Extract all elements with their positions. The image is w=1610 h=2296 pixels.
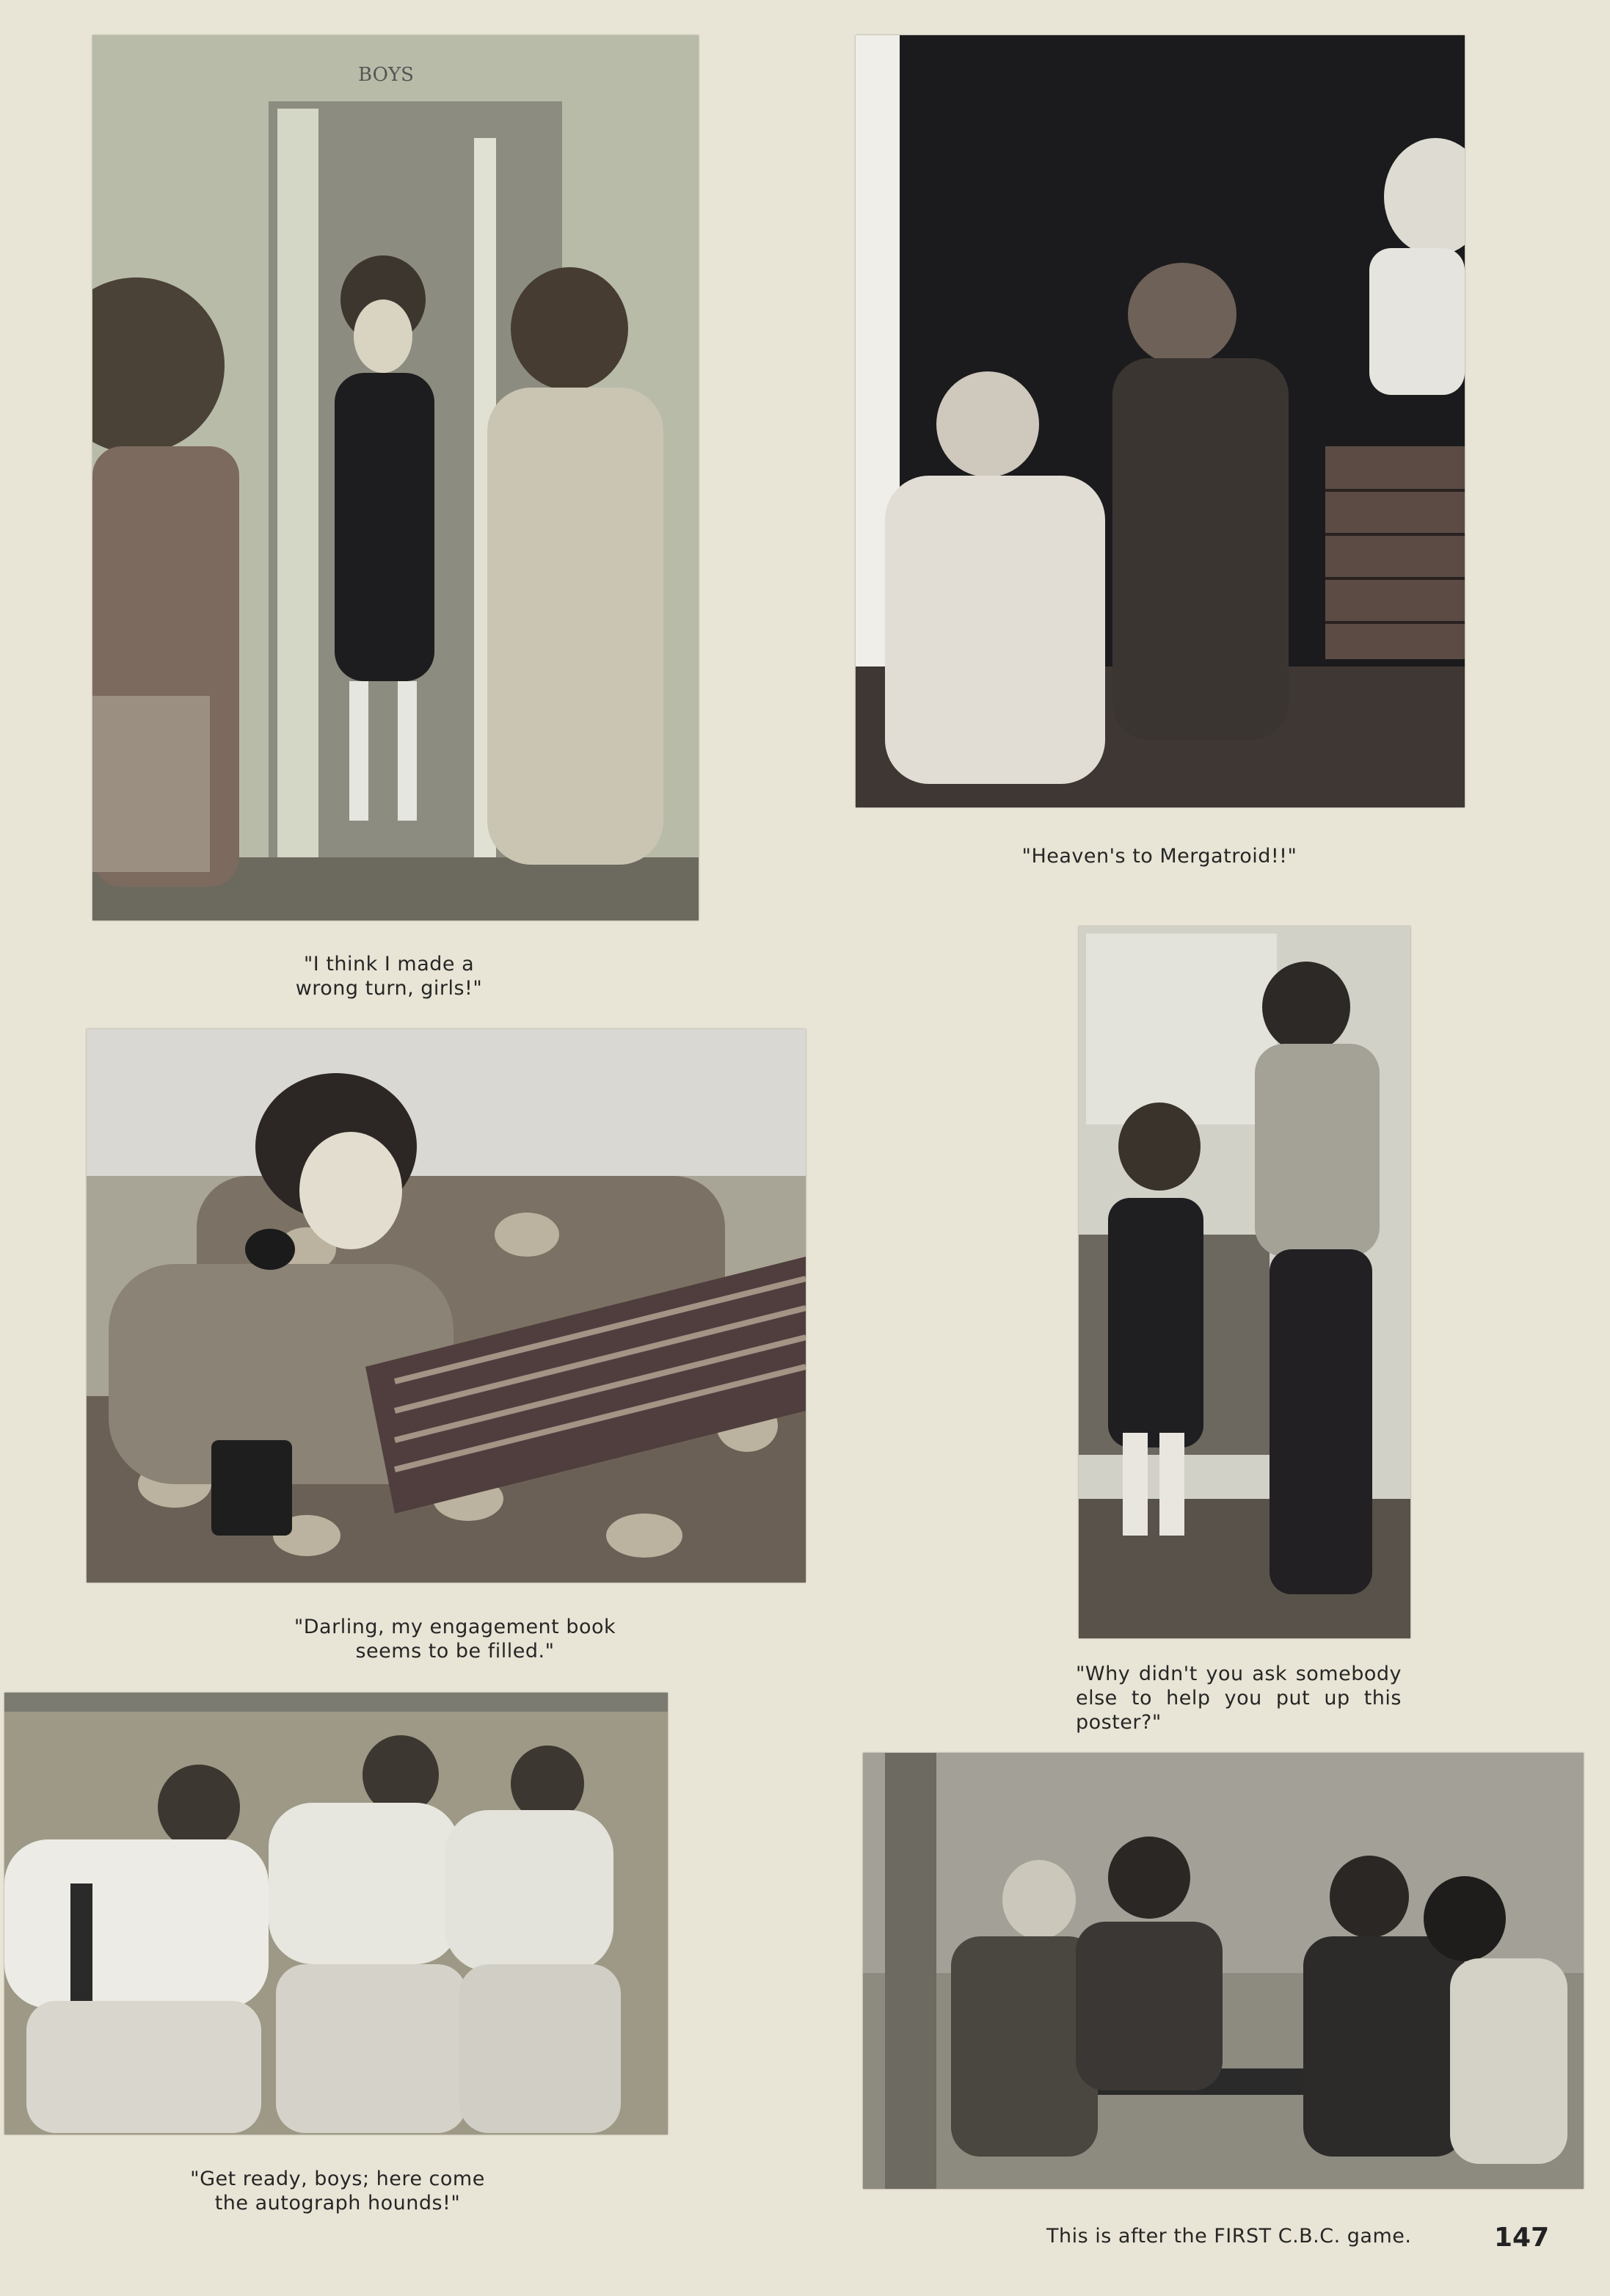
photo-after-game xyxy=(863,1753,1584,2189)
photo-football xyxy=(4,1693,668,2135)
caption-engagement-book: "Darling, my engagement book seems to be filled." xyxy=(294,1616,616,1663)
page-number: 147 xyxy=(1494,2223,1550,2253)
photo-poster xyxy=(1079,926,1410,1638)
photo-wrong-turn xyxy=(92,35,699,920)
photo-engagement-book xyxy=(87,1029,806,1583)
caption-mergatroid: "Heaven's to Mergatroid!!" xyxy=(1021,845,1297,868)
caption-poster: "Why didn't you ask somebody else to help you put up this poster?" xyxy=(1076,1663,1402,1734)
photo-mergatroid xyxy=(856,35,1465,807)
caption-wrong-turn: "I think I made a wrong turn, girls!" xyxy=(295,953,483,1000)
caption-football: "Get ready, boys; here come the autograph hounds!" xyxy=(190,2168,485,2215)
caption-after-game: This is after the FIRST C.B.C. game. xyxy=(1046,2225,1412,2248)
boys-sign: BOYS xyxy=(358,64,414,86)
